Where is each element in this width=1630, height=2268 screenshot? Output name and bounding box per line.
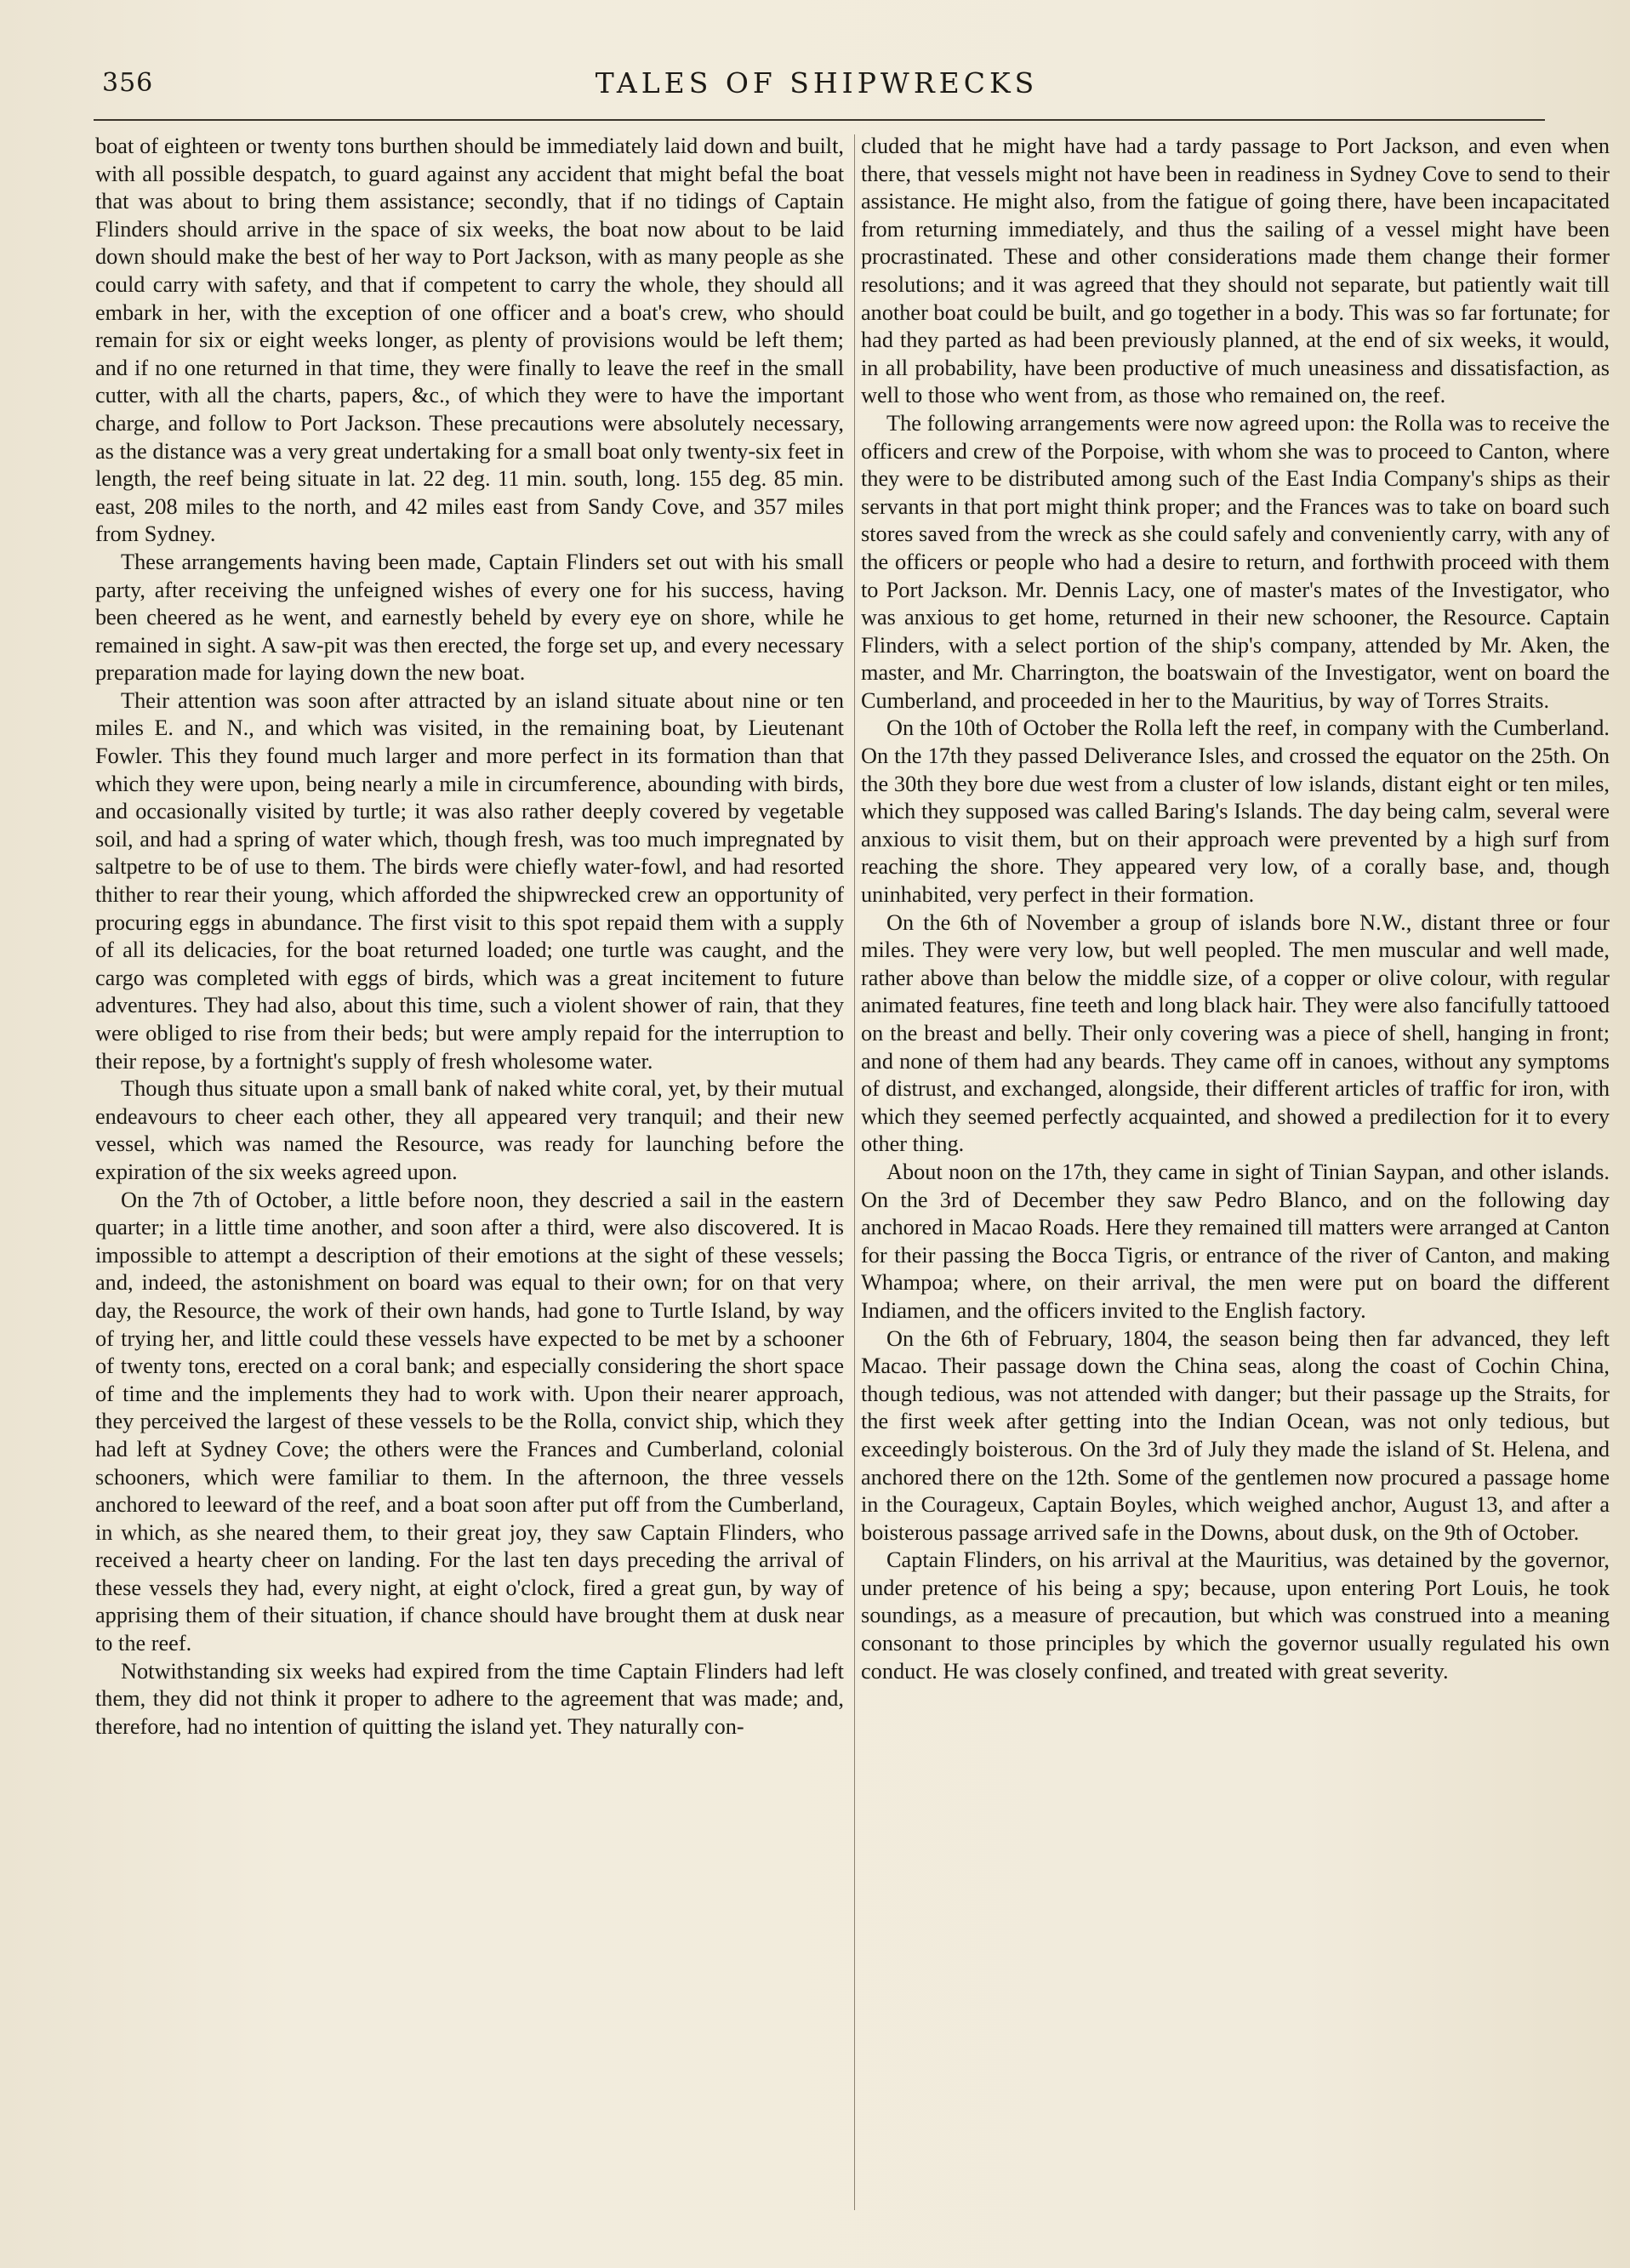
paragraph: On the 7th of October, a little before noon, they descried a sail in the eastern quarter; in a little time another, and soon after a third, were also discovered. It is impossible to attempt a description of their emotions at the sight of these vessels; and, indeed, the astonishment on board was equal to their own; for on that very day, the Resource, the work of their own hands, had gone to Turtle Island, by way of trying her, and little could these vessels have expected to be met by a schooner of twenty tons, erected on a coral bank; and especially considering the short space of time and the implements they had to work with. Upon their nearer approach, they perceived the largest of these vessels to be the Rolla, convict ship, which they had left at Sydney Cove; the others were the Frances and Cumberland, colonial schooners, which were familiar to them. In the afternoon, the three vessels anchored to leeward of the reef, and a boat soon after put off from the Cumberland, in which, as she neared them, to their great joy, they saw Captain Flinders, who received a hearty cheer on landing. For the last ten days preceding the arrival of these vessels they had, every night, at eight o'clock, fired a great gun, by way of apprising them of their situation, if chance should have brought them at dusk near to the reef. xyxy=(95,1187,844,1656)
paragraph: On the 6th of November a group of islands bore N.W., distant three or four miles. They were very low, but well peopled. The men muscular and well made, rather above than below the middle size, of a copper or olive colour, with regular animated features, fine teeth and long black hair. They were also fancifully tattooed on the breast and belly. Their only covering was a piece of shell, hanging in front; and none of them had any beards. They came off in canoes, without any symptoms of distrust, and exchanged, alongside, their different articles of traffic for iron, with which they seemed perfectly acquainted, and showed a predilection for it to every other thing. xyxy=(861,909,1610,1157)
paragraph: Though thus situate upon a small bank of naked white coral, yet, by their mutual endeavours to cheer each other, they all appeared very tranquil; and their new vessel, which was named the Resource, was ready for launching before the expiration of the six weeks agreed upon. xyxy=(95,1076,844,1184)
paragraph: These arrangements having been made, Captain Flinders set out with his small party, after receiving the unfeigned wishes of every one for his success, having been cheered as he went, and earnestly beheld by every eye on shore, while he remained in sight. A saw-pit was then erected, the forge set up, and every necessary preparation made for laying down the new boat. xyxy=(95,549,844,686)
paragraph: Notwithstanding six weeks had expired from the time Captain Flinders had left them, they did not think it proper to adhere to the agreement that was made; and, therefore, had no intention of quitting the island yet. They naturally con- xyxy=(95,1658,844,1739)
paragraph: Their attention was soon after attracted by an island situate about nine or ten miles E. and N., and which was visited, in the remaining boat, by Lieutenant Fowler. This they found much larger and more perfect in its formation than that which they were upon, being nearly a mile in circumference, abounding with birds, and occasionally visited by turtle; it was also rather deeply covered by vegetable soil, and had a spring of water which, though fresh, was too much impregnated by saltpetre to be of use to them. The birds were chiefly water-fowl, and had resorted thither to rear their young, which afforded the shipwrecked crew an opportunity of procuring eggs in abundance. The first visit to this spot repaid them with a supply of all its delicacies, for the boat returned loaded; one turtle was caught, and the cargo was completed with eggs of birds, which was a great incitement to future adventures. They had also, about this time, such a violent shower of rain, that they were obliged to rise from their beds; but were amply repaid for the interruption to their repose, by a fortnight's supply of fresh wholesome water. xyxy=(95,687,844,1074)
running-head: TALES OF SHIPWRECKS xyxy=(595,66,1039,100)
paragraph: On the 10th of October the Rolla left the reef, in company with the Cumberland. On the 17th they passed Deliverance Isles, and crossed the equator on the 25th. On the 30th they bore due west from a cluster of low islands, distant eight or ten miles, which they supposed was called Baring's Islands. The day being calm, several were anxious to visit them, but on their approach were prevented by a high surf from reaching the shore. They appeared very low, of a corally base, and, though uninhabited, very perfect in their formation. xyxy=(861,715,1610,908)
paragraph: The following arrangements were now agreed upon: the Rolla was to receive the officers and crew of the Porpoise, with whom she was to proceed to Canton, where they were to be distributed among such of the East India Company's ships as their servants in that port might think proper; and the Frances was to take on board such stores saved from the wreck as she could safely and conveniently carry, with any of the officers or people who had a desire to return, and forthwith proceed with them to Port Jackson. Mr. Dennis Lacy, one of master's mates of the Investigator, who was anxious to get home, returned in their new schooner, the Resource. Captain Flinders, with a select portion of the ship's company, attended by Mr. Aken, the master, and Mr. Charrington, the boatswain of the Investigator, went on board the Cumberland, and proceeded in her to the Mauritius, by way of Torres Straits. xyxy=(861,410,1610,713)
page-header xyxy=(102,66,1531,105)
paragraph: On the 6th of February, 1804, the season being then far advanced, they left Macao. Their passage down the China seas, along the coast of Cochin China, though tedious, was not attended with danger; but their passage up the Straits, for the first week after getting into the Indian Ocean, was not only tedious, but exceedingly boisterous. On the 3rd of July they made the island of St. Helena, and anchored there on the 12th. Some of the gentlemen now procured a passage home in the Courageux, Captain Boyles, which weighed anchor, August 13, and after a boisterous passage arrived safe in the Downs, about dusk, on the 9th of October. xyxy=(861,1325,1610,1545)
right-column xyxy=(861,133,1610,2217)
paragraph: About noon on the 17th, they came in sight of Tinian Saypan, and other islands. On the 3rd of December they saw Pedro Blanco, and on the following day anchored in Macao Roads. Here they remained till matters were arranged at Canton for their passing the Bocca Tigris, or entrance of the river of Canton, and making Whampoa; where, on their arrival, the men were put on board the different Indiamen, and the officers invited to the English factory. xyxy=(861,1159,1610,1323)
paragraph: Captain Flinders, on his arrival at the Mauritius, was detained by the governor, under pretence of his being a spy; because, upon entering Port Louis, he took soundings, as a measure of precaution, but which was construed into a meaning consonant to those principles by which the governor usually regulated his own conduct. He was closely confined, and treated with great severity. xyxy=(861,1547,1610,1684)
paragraph: boat of eighteen or twenty tons burthen should be immediately laid down and built, with all possible despatch, to guard against any accident that might befal the boat that was about to bring them assistance; secondly, that if no tidings of Captain Flinders should arrive in the space of six weeks, the boat now about to be laid down should make the best of her way to Port Jackson, with as many people as she could carry with safety, and that if competent to carry the whole, they should all embark in her, with the exception of one officer and a boat's crew, who should remain for six or eight weeks longer, as plenty of provisions would be left them; and if no one returned in that time, they were finally to leave the reef in the small cutter, with all the charts, papers, &c., of which they were to have the important charge, and follow to Port Jackson. These precautions were absolutely necessary, as the distance was a very great undertaking for a small boat only twenty-six feet in length, the reef being situate in lat. 22 deg. 11 min. south, long. 155 deg. 85 min. east, 208 miles to the north, and 42 miles east from Sandy Cove, and 357 miles from Sydney. xyxy=(95,134,844,547)
paragraph: cluded that he might have had a tardy passage to Port Jackson, and even when there, that vessels might not have been in readiness in Sydney Cove to send to their assistance. He might also, from the fatigue of going there, have been incapacitated from returning immediately, and thus the sailing of a vessel might have been procrastinated. These and other considerations made them change their former resolutions; and it was agreed that they should not separate, but patiently wait till another boat could be built, and go together in a body. This was so far fortunate; for had they parted as had been previously planned, at the end of six weeks, it would, in all probability, have been productive of much uneasiness and dissatisfaction, as well to those who went from, as those who remained on, the reef. xyxy=(861,134,1610,408)
left-column xyxy=(95,133,844,2217)
page-number: 356 xyxy=(102,68,154,98)
header-rule xyxy=(94,119,1545,121)
column-divider xyxy=(854,134,855,2210)
